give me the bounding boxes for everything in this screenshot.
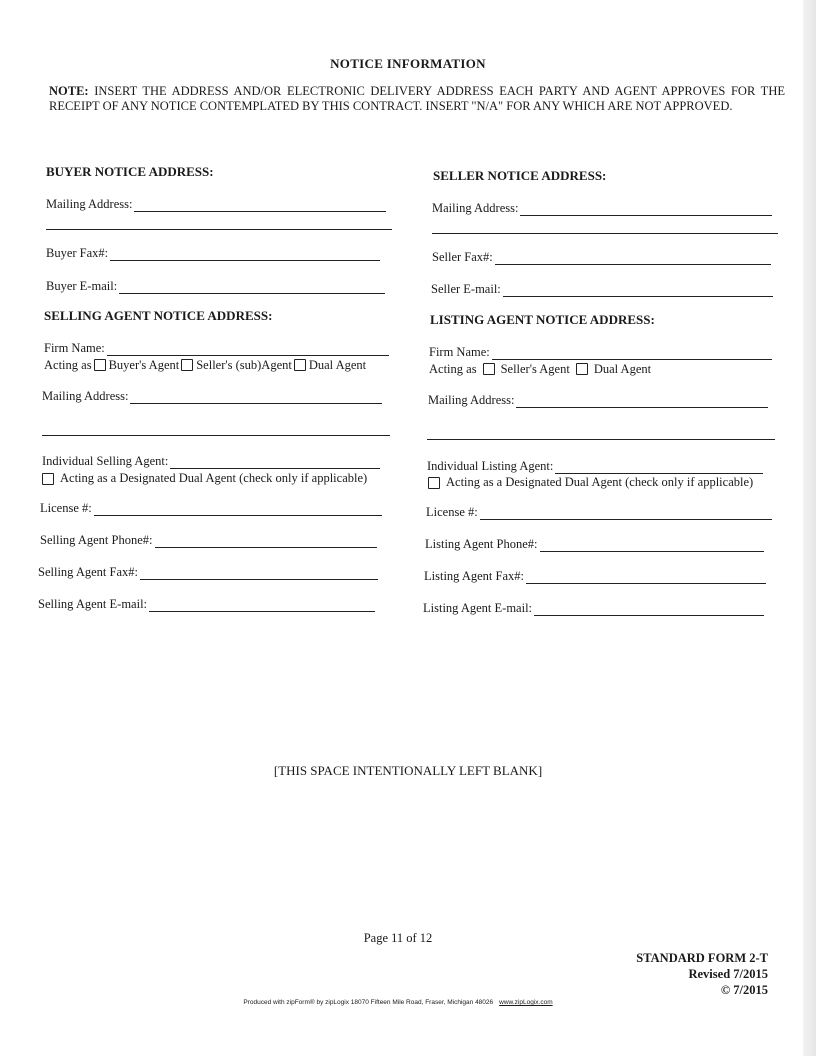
intentionally-blank-notice: [THIS SPACE INTENTIONALLY LEFT BLANK] [273,763,543,778]
buyer-email-label: Buyer E-mail: [46,279,118,293]
listing-mailing-input[interactable] [516,394,768,408]
seller-mailing-label: Mailing Address: [432,201,519,215]
selling-acting-as-label: Acting as [44,358,92,372]
listing-individual-label: Individual Listing Agent: [427,459,554,473]
listing-phone-label: Listing Agent Phone#: [425,537,538,551]
selling-dual-agent-checkbox[interactable] [294,359,306,371]
form-identifier [636,950,768,998]
listing-acting-as-row [429,359,651,377]
selling-designated-dual-checkbox[interactable] [42,473,54,485]
buyer-notice-heading: BUYER NOTICE ADDRESS: [46,164,214,179]
listing-agent-heading: LISTING AGENT NOTICE ADDRESS: [430,312,655,327]
listing-sellers-agent-label: Seller's Agent [500,362,570,376]
page-title: NOTICE INFORMATION [330,56,486,71]
selling-firm-input[interactable] [107,342,389,356]
listing-license-input[interactable] [480,506,772,520]
selling-email-input[interactable] [149,598,375,612]
listing-mailing-label: Mailing Address: [428,393,515,407]
page-edge-shadow [803,0,816,1056]
selling-license-row [40,498,382,516]
selling-fax-row [38,562,378,580]
selling-individual-input[interactable] [170,455,380,469]
seller-notice-heading: SELLER NOTICE ADDRESS: [433,168,607,183]
selling-agent-heading: SELLING AGENT NOTICE ADDRESS: [44,308,273,323]
page-number: Page 11 of 12 [363,931,433,945]
selling-phone-input[interactable] [155,534,377,548]
selling-fax-label: Selling Agent Fax#: [38,565,138,579]
form-copyright: © 7/2015 [720,983,768,997]
listing-phone-input[interactable] [540,538,764,552]
selling-individual-row [42,451,380,469]
footer-text: Produced with zipForm® by zipLogix 18070 Fifteen Mile Road, Fraser, Michigan 48026 [243,999,494,1006]
footer [0,999,796,1006]
selling-mailing-label: Mailing Address: [42,389,129,403]
selling-mailing-row [42,386,382,404]
buyer-mailing-label: Mailing Address: [46,197,133,211]
selling-email-row [38,594,375,612]
selling-dual-agent-label: Dual Agent [308,358,367,372]
selling-sellers-subagent-label: Seller's (sub)Agent [196,358,292,372]
selling-firm-row [44,338,389,356]
form-name: STANDARD FORM 2-T [636,951,768,965]
listing-firm-label: Firm Name: [429,345,490,359]
note-paragraph [49,84,785,114]
note-label: NOTE: [49,84,89,98]
note-text: INSERT THE ADDRESS AND/OR ELECTRONIC DELIVERY ADDRESS EACH PARTY AND AGENT APPROVES FOR THE RECEIPT OF ANY NOTICE CONTEMPLATED BY THIS CONTRACT. INSERT "N/A" FOR ANY WHICH ARE NOT APPROVED. [49,84,785,113]
selling-mailing-input[interactable] [130,390,382,404]
listing-mailing-input-line2[interactable] [427,438,775,440]
listing-designated-row [426,472,753,490]
selling-sellers-subagent-checkbox[interactable] [181,359,193,371]
listing-designated-dual-checkbox[interactable] [428,477,440,489]
seller-mailing-input[interactable] [520,202,772,216]
buyer-email-input[interactable] [119,280,385,294]
selling-acting-as-row [44,355,366,373]
buyer-fax-label: Buyer Fax#: [46,246,109,260]
listing-license-label: License #: [426,505,478,519]
listing-fax-input[interactable] [526,570,766,584]
selling-fax-input[interactable] [140,566,378,580]
listing-license-row [426,502,772,520]
listing-firm-input[interactable] [492,346,772,360]
listing-dual-agent-label: Dual Agent [593,362,652,376]
listing-firm-row [429,342,772,360]
buyer-fax-row [46,243,380,261]
listing-email-row [423,598,764,616]
seller-fax-row [432,247,771,265]
seller-fax-label: Seller Fax#: [432,250,493,264]
selling-individual-label: Individual Selling Agent: [42,454,169,468]
listing-phone-row [425,534,764,552]
seller-mailing-input-line2[interactable] [432,232,778,234]
listing-email-label: Listing Agent E-mail: [423,601,533,615]
selling-phone-label: Selling Agent Phone#: [40,533,153,547]
buyer-mailing-input-line2[interactable] [46,228,392,230]
listing-dual-agent-checkbox[interactable] [576,363,588,375]
listing-fax-label: Listing Agent Fax#: [424,569,524,583]
selling-license-label: License #: [40,501,92,515]
buyer-mailing-row [46,194,386,212]
seller-email-row [431,279,773,297]
selling-designated-row [40,468,367,486]
footer-link[interactable]: www.zipLogix.com [499,999,553,1006]
seller-email-input[interactable] [503,283,773,297]
seller-email-label: Seller E-mail: [431,282,501,296]
buyer-fax-input[interactable] [110,247,380,261]
listing-acting-as-label: Acting as [429,362,477,376]
selling-buyers-agent-label: Buyer's Agent [108,358,180,372]
listing-fax-row [424,566,766,584]
form-revised: Revised 7/2015 [688,967,768,981]
listing-sellers-agent-checkbox[interactable] [483,363,495,375]
selling-license-input[interactable] [94,502,382,516]
selling-designated-label: Acting as a Designated Dual Agent (check only if applicable) [60,471,368,485]
seller-mailing-row [432,198,772,216]
buyer-mailing-input[interactable] [134,198,386,212]
selling-mailing-input-line2[interactable] [42,434,390,436]
selling-phone-row [40,530,377,548]
selling-email-label: Selling Agent E-mail: [38,597,148,611]
buyer-email-row [46,276,385,294]
selling-firm-label: Firm Name: [44,341,105,355]
listing-email-input[interactable] [534,602,764,616]
listing-designated-label: Acting as a Designated Dual Agent (check only if applicable) [446,475,754,489]
listing-mailing-row [428,390,768,408]
selling-buyers-agent-checkbox[interactable] [94,359,106,371]
seller-fax-input[interactable] [495,251,771,265]
